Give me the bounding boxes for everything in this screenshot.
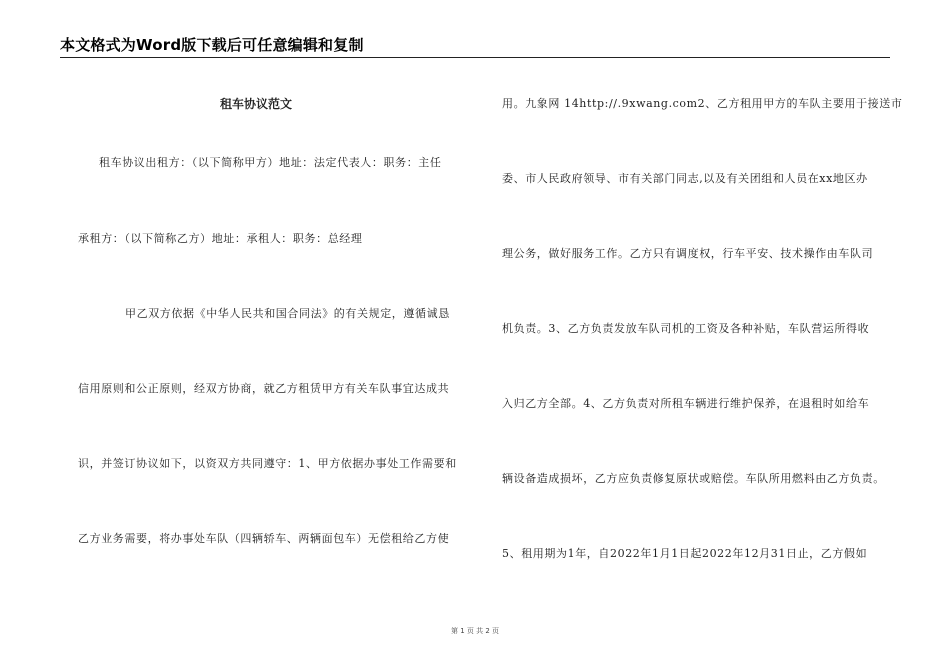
body-line: 用。九象网 14http://.9xwang.com2、乙方租用甲方的车队主要用于接送市 bbox=[502, 97, 903, 110]
body-line: 乙方业务需要，将办事处车队（四辆轿车、两辆面包车）无偿租给乙方使 bbox=[78, 532, 450, 545]
page-footer: 第 1 页 共 2 页 bbox=[450, 627, 500, 635]
body-line: 委、市人民政府领导、市有关部门同志,以及有关团组和人员在xx地区办 bbox=[502, 172, 868, 185]
body-line: 理公务，做好服务工作。乙方只有调度权，行车平安、技术操作由车队司 bbox=[502, 247, 874, 260]
body-line: 甲乙双方依据《中华人民共和国合同法》的有关规定，遵循诚恳 bbox=[125, 307, 450, 320]
body-line: 辆设备造成损坏，乙方应负责修复原状或赔偿。车队所用燃料由乙方负责。 bbox=[502, 472, 885, 485]
right-column bbox=[497, 0, 903, 672]
body-line: 机负责。3、乙方负责发放车队司机的工资及各种补贴，车队营运所得收 bbox=[502, 322, 870, 335]
left-column bbox=[60, 0, 480, 672]
page-title: 租车协议范文 bbox=[220, 97, 293, 111]
body-line: 信用原则和公正原则，经双方协商，就乙方租赁甲方有关车队事宜达成共 bbox=[78, 382, 450, 395]
body-line: 租车协议出租方：（以下简称甲方）地址：法定代表人：职务：主任 bbox=[99, 156, 442, 169]
body-line: 5、租用期为1年，自2022年1月1日起2022年12月31日止，乙方假如 bbox=[502, 547, 868, 560]
body-line: 识，并签订协议如下，以资双方共同遵守：1、甲方依据办事处工作需要和 bbox=[78, 457, 457, 470]
document-banner: 本文格式为Word版下载后可任意编辑和复制 bbox=[60, 36, 364, 54]
body-line: 入归乙方全部。4、乙方负责对所租车辆进行维护保养，在退租时如给车 bbox=[502, 397, 870, 410]
body-line: 承租方：（以下简称乙方）地址：承租人：职务：总经理 bbox=[78, 232, 363, 245]
